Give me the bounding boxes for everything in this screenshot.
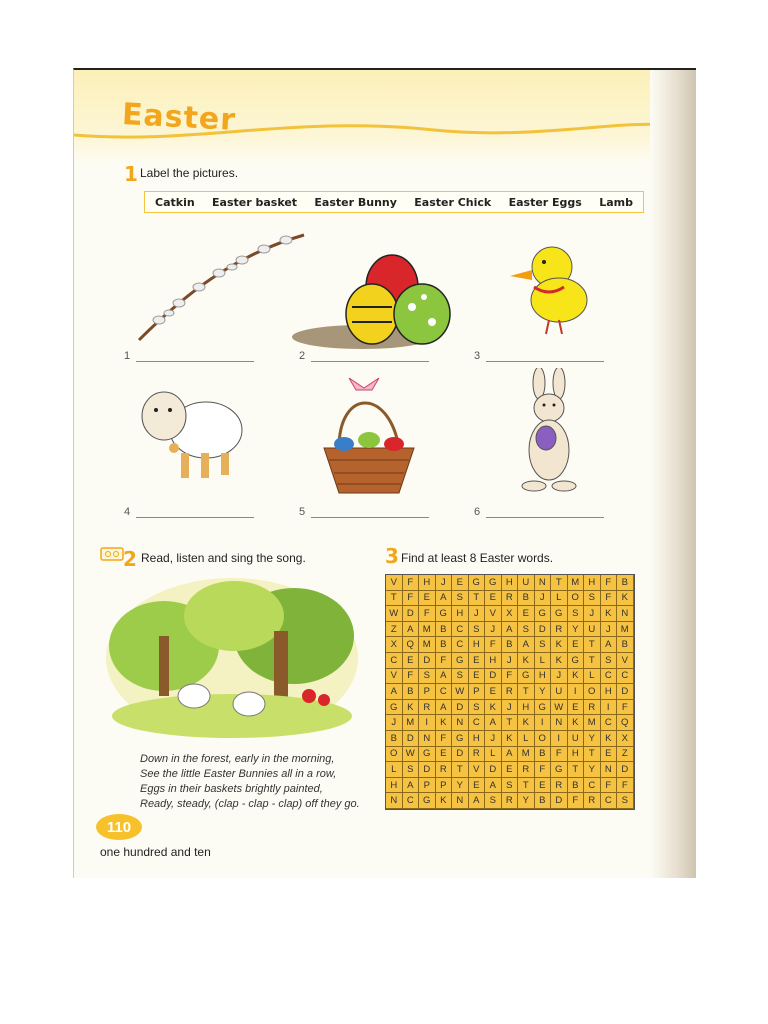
grid-letter[interactable]: N — [551, 715, 568, 731]
bunny-picture — [514, 368, 584, 498]
grid-letter[interactable]: E — [535, 778, 552, 794]
song-lyrics — [140, 752, 360, 812]
grid-letter[interactable]: D — [403, 606, 420, 622]
grid-letter[interactable]: I — [568, 684, 585, 700]
exercise-2-instruction: Read, listen and sing the song. — [141, 551, 306, 565]
song-line: Eggs in their baskets brightly painted, — [140, 783, 323, 795]
blank-number: 4 — [124, 506, 131, 518]
grid-letter[interactable]: H — [469, 731, 486, 747]
blank-4[interactable] — [124, 506, 254, 518]
grid-letter[interactable]: M — [568, 575, 585, 591]
grid-letter[interactable]: S — [419, 669, 436, 685]
grid-letter[interactable]: P — [436, 778, 453, 794]
grid-letter[interactable]: S — [617, 793, 634, 809]
basket-picture — [314, 368, 424, 503]
grid-letter[interactable]: G — [551, 606, 568, 622]
grid-letter[interactable]: G — [436, 606, 453, 622]
grid-letter[interactable]: M — [403, 715, 420, 731]
grid-letter[interactable]: E — [436, 747, 453, 763]
grid-letter[interactable]: A — [403, 622, 420, 638]
grid-letter[interactable]: C — [601, 669, 618, 685]
grid-letter[interactable]: K — [436, 715, 453, 731]
grid-letter[interactable]: J — [601, 622, 618, 638]
grid-letter[interactable]: N — [617, 606, 634, 622]
word-box — [144, 191, 644, 213]
grid-letter[interactable]: B — [617, 637, 634, 653]
grid-letter[interactable]: Q — [403, 637, 420, 653]
grid-letter[interactable]: D — [452, 700, 469, 716]
grid-letter[interactable]: K — [403, 700, 420, 716]
grid-letter[interactable]: D — [551, 793, 568, 809]
word-box-item: Easter basket — [212, 195, 298, 209]
grid-letter[interactable]: H — [386, 778, 403, 794]
grid-letter[interactable]: M — [584, 715, 601, 731]
grid-letter[interactable]: Y — [568, 622, 585, 638]
grid-letter[interactable]: G — [419, 747, 436, 763]
grid-letter[interactable]: S — [469, 622, 486, 638]
grid-letter[interactable]: E — [403, 653, 420, 669]
grid-letter[interactable]: K — [568, 715, 585, 731]
grid-letter[interactable]: K — [485, 700, 502, 716]
easter-eggs-picture — [292, 252, 452, 352]
grid-letter[interactable]: X — [502, 606, 519, 622]
grid-letter[interactable]: K — [551, 653, 568, 669]
grid-letter[interactable]: T — [502, 715, 519, 731]
grid-letter[interactable]: K — [518, 715, 535, 731]
grid-letter[interactable]: B — [535, 793, 552, 809]
grid-letter[interactable]: S — [403, 762, 420, 778]
blank-1[interactable] — [124, 350, 254, 362]
grid-letter[interactable]: G — [535, 606, 552, 622]
grid-letter[interactable]: J — [535, 591, 552, 607]
grid-letter[interactable]: B — [386, 731, 403, 747]
grid-letter[interactable]: H — [601, 684, 618, 700]
grid-letter[interactable]: A — [436, 591, 453, 607]
grid-letter[interactable]: A — [386, 684, 403, 700]
grid-letter[interactable]: F — [601, 591, 618, 607]
grid-letter[interactable]: F — [436, 653, 453, 669]
textbook-page — [73, 68, 696, 878]
grid-letter[interactable]: A — [485, 715, 502, 731]
grid-letter[interactable]: N — [452, 793, 469, 809]
chick-picture — [504, 242, 604, 342]
word-box-item: Catkin — [155, 195, 195, 209]
grid-letter[interactable]: L — [518, 731, 535, 747]
grid-letter[interactable]: J — [485, 731, 502, 747]
grid-letter[interactable]: C — [403, 793, 420, 809]
grid-letter[interactable]: M — [419, 637, 436, 653]
grid-letter[interactable]: I — [419, 715, 436, 731]
grid-letter[interactable]: D — [452, 747, 469, 763]
grid-letter[interactable]: H — [419, 575, 436, 591]
grid-letter[interactable]: H — [485, 653, 502, 669]
exercise-1-instruction: Label the pictures. — [140, 166, 239, 180]
grid-letter[interactable]: G — [518, 669, 535, 685]
word-search-grid[interactable] — [385, 574, 635, 810]
grid-letter[interactable]: S — [502, 778, 519, 794]
blank-2[interactable] — [299, 350, 429, 362]
grid-letter[interactable]: V — [617, 653, 634, 669]
exercise-3-instruction: Find at least 8 Easter words. — [401, 551, 554, 565]
page-fold — [650, 70, 696, 878]
exercise-1-number: 1 — [124, 162, 138, 186]
grid-letter[interactable]: B — [617, 575, 634, 591]
grid-letter[interactable]: C — [452, 622, 469, 638]
grid-letter[interactable]: O — [386, 747, 403, 763]
grid-letter[interactable]: B — [535, 747, 552, 763]
grid-letter[interactable]: G — [452, 731, 469, 747]
grid-letter[interactable]: R — [551, 778, 568, 794]
catkin-picture — [134, 225, 309, 345]
grid-letter[interactable]: A — [601, 637, 618, 653]
grid-letter[interactable]: X — [617, 731, 634, 747]
exercise-2-number: 2 — [123, 547, 137, 571]
grid-letter[interactable]: S — [535, 637, 552, 653]
grid-letter[interactable]: C — [436, 684, 453, 700]
grid-letter[interactable]: E — [502, 762, 519, 778]
grid-letter[interactable]: K — [436, 793, 453, 809]
word-box-item: Lamb — [599, 195, 633, 209]
grid-letter[interactable]: V — [386, 669, 403, 685]
grid-letter[interactable]: C — [386, 653, 403, 669]
grid-letter[interactable]: S — [601, 653, 618, 669]
grid-letter[interactable]: L — [584, 669, 601, 685]
grid-letter[interactable]: B — [502, 637, 519, 653]
grid-letter[interactable]: E — [469, 778, 486, 794]
grid-letter[interactable]: D — [419, 762, 436, 778]
page-number-words: one hundred and ten — [100, 845, 211, 859]
grid-letter[interactable]: T — [584, 653, 601, 669]
grid-letter[interactable]: D — [535, 622, 552, 638]
grid-letter[interactable]: A — [518, 637, 535, 653]
grid-letter[interactable]: V — [485, 606, 502, 622]
grid-letter[interactable]: U — [584, 622, 601, 638]
grid-letter[interactable]: F — [617, 700, 634, 716]
grid-letter[interactable]: R — [551, 622, 568, 638]
grid-letter[interactable]: F — [535, 762, 552, 778]
grid-letter[interactable]: A — [502, 747, 519, 763]
grid-letter[interactable]: R — [518, 762, 535, 778]
grid-letter[interactable]: F — [436, 731, 453, 747]
page-number-badge: 110 — [96, 814, 142, 840]
blank-number: 1 — [124, 350, 131, 362]
song-line: Down in the forest, early in the morning, — [140, 753, 335, 765]
grid-letter[interactable]: R — [419, 700, 436, 716]
grid-letter[interactable]: O — [568, 591, 585, 607]
grid-letter[interactable]: K — [518, 653, 535, 669]
grid-letter[interactable]: R — [469, 747, 486, 763]
grid-letter[interactable]: H — [502, 575, 519, 591]
blank-number: 2 — [299, 350, 306, 362]
grid-letter[interactable]: F — [568, 793, 585, 809]
exercise-3-number: 3 — [385, 544, 399, 568]
grid-letter[interactable]: C — [601, 793, 618, 809]
grid-letter[interactable]: G — [452, 653, 469, 669]
lamb-picture — [136, 378, 246, 488]
grid-letter[interactable]: R — [502, 793, 519, 809]
grid-letter[interactable]: F — [419, 606, 436, 622]
grid-letter[interactable]: M — [518, 747, 535, 763]
grid-letter[interactable]: O — [535, 731, 552, 747]
grid-letter[interactable]: R — [584, 700, 601, 716]
grid-letter[interactable]: B — [436, 622, 453, 638]
grid-letter[interactable]: S — [485, 793, 502, 809]
grid-letter[interactable]: T — [452, 762, 469, 778]
grid-letter[interactable]: A — [436, 669, 453, 685]
grid-letter[interactable]: S — [518, 622, 535, 638]
grid-letter[interactable]: S — [469, 700, 486, 716]
grid-letter[interactable]: P — [469, 684, 486, 700]
grid-letter[interactable]: I — [535, 715, 552, 731]
grid-letter[interactable]: G — [535, 700, 552, 716]
grid-letter[interactable]: A — [436, 700, 453, 716]
grid-letter[interactable]: F — [403, 591, 420, 607]
blank-5[interactable] — [299, 506, 429, 518]
grid-letter[interactable]: R — [436, 762, 453, 778]
blank-number: 6 — [474, 506, 481, 518]
grid-letter[interactable]: I — [601, 700, 618, 716]
grid-letter[interactable]: V — [386, 575, 403, 591]
grid-letter[interactable]: P — [419, 778, 436, 794]
grid-letter[interactable]: S — [452, 591, 469, 607]
grid-letter[interactable]: H — [535, 669, 552, 685]
grid-letter[interactable]: H — [568, 747, 585, 763]
grid-letter[interactable]: N — [452, 715, 469, 731]
grid-letter[interactable]: H — [452, 606, 469, 622]
grid-letter[interactable]: E — [485, 591, 502, 607]
grid-letter[interactable]: C — [617, 669, 634, 685]
grid-letter[interactable]: I — [551, 731, 568, 747]
grid-letter[interactable]: Y — [452, 778, 469, 794]
grid-letter[interactable]: Z — [617, 747, 634, 763]
grid-letter[interactable]: G — [469, 575, 486, 591]
grid-letter[interactable]: A — [502, 622, 519, 638]
grid-letter[interactable]: J — [436, 575, 453, 591]
grid-letter[interactable]: H — [469, 637, 486, 653]
grid-letter[interactable]: F — [403, 575, 420, 591]
grid-letter[interactable]: K — [601, 731, 618, 747]
grid-letter[interactable]: L — [551, 591, 568, 607]
grid-letter[interactable]: J — [551, 669, 568, 685]
grid-letter[interactable]: K — [568, 669, 585, 685]
grid-letter[interactable]: O — [584, 684, 601, 700]
grid-letter[interactable]: E — [469, 653, 486, 669]
grid-letter[interactable]: G — [568, 653, 585, 669]
grid-letter[interactable]: A — [403, 778, 420, 794]
grid-letter[interactable]: D — [485, 669, 502, 685]
grid-letter[interactable]: F — [551, 747, 568, 763]
grid-letter[interactable]: D — [419, 653, 436, 669]
grid-letter[interactable]: Z — [386, 622, 403, 638]
grid-letter[interactable]: S — [584, 591, 601, 607]
grid-letter[interactable]: E — [485, 684, 502, 700]
grid-letter[interactable]: A — [485, 778, 502, 794]
grid-letter[interactable]: K — [617, 591, 634, 607]
grid-letter[interactable]: X — [386, 637, 403, 653]
grid-letter[interactable]: Y — [584, 762, 601, 778]
grid-letter[interactable]: D — [617, 684, 634, 700]
grid-letter[interactable]: F — [617, 778, 634, 794]
grid-letter[interactable]: C — [452, 637, 469, 653]
grid-letter[interactable]: G — [419, 793, 436, 809]
grid-letter[interactable]: E — [601, 747, 618, 763]
song-line: See the little Easter Bunnies all in a row, — [140, 768, 337, 780]
blank-3[interactable] — [474, 350, 604, 362]
grid-letter[interactable]: T — [386, 591, 403, 607]
word-box-item: Easter Eggs — [508, 195, 582, 209]
grid-letter[interactable]: J — [584, 606, 601, 622]
word-box-item: Easter Chick — [414, 195, 492, 209]
song-line: Ready, steady, (clap - clap - clap) off they go. — [140, 798, 360, 810]
grid-letter[interactable]: K — [551, 637, 568, 653]
grid-letter[interactable]: M — [419, 622, 436, 638]
grid-letter[interactable]: E — [469, 669, 486, 685]
page-title: Easter — [121, 97, 237, 138]
grid-letter[interactable]: D — [617, 762, 634, 778]
grid-letter[interactable]: B — [568, 778, 585, 794]
grid-letter[interactable]: S — [452, 669, 469, 685]
grid-letter[interactable]: Y — [535, 684, 552, 700]
grid-letter[interactable]: T — [469, 591, 486, 607]
grid-letter[interactable]: T — [584, 637, 601, 653]
grid-letter[interactable]: B — [436, 637, 453, 653]
grid-letter[interactable]: G — [551, 762, 568, 778]
grid-letter[interactable]: T — [518, 778, 535, 794]
grid-letter[interactable]: R — [584, 793, 601, 809]
grid-letter[interactable]: W — [551, 700, 568, 716]
grid-letter[interactable]: G — [386, 700, 403, 716]
grid-letter[interactable]: J — [502, 700, 519, 716]
grid-letter[interactable]: K — [601, 606, 618, 622]
grid-letter[interactable]: C — [469, 715, 486, 731]
grid-letter[interactable]: N — [601, 762, 618, 778]
grid-letter[interactable]: J — [485, 622, 502, 638]
grid-letter[interactable]: L — [485, 747, 502, 763]
grid-letter[interactable]: U — [551, 684, 568, 700]
grid-letter[interactable]: V — [469, 762, 486, 778]
grid-letter[interactable]: U — [518, 575, 535, 591]
grid-letter[interactable]: W — [452, 684, 469, 700]
grid-letter[interactable]: G — [485, 575, 502, 591]
cassette-icon — [100, 546, 124, 562]
grid-letter[interactable]: D — [485, 762, 502, 778]
grid-letter[interactable]: D — [403, 731, 420, 747]
grid-letter[interactable]: K — [502, 731, 519, 747]
blank-6[interactable] — [474, 506, 604, 518]
grid-letter[interactable]: E — [518, 606, 535, 622]
blank-number: 5 — [299, 506, 306, 518]
grid-letter[interactable]: W — [403, 747, 420, 763]
grid-letter[interactable]: N — [535, 575, 552, 591]
grid-letter[interactable]: F — [485, 637, 502, 653]
grid-letter[interactable]: H — [584, 575, 601, 591]
grid-letter[interactable]: T — [551, 575, 568, 591]
grid-letter[interactable]: W — [386, 606, 403, 622]
grid-letter[interactable]: F — [601, 575, 618, 591]
grid-letter[interactable]: R — [502, 591, 519, 607]
grid-letter[interactable]: A — [469, 793, 486, 809]
forest-illustration — [104, 576, 359, 741]
blank-number: 3 — [474, 350, 481, 362]
grid-letter[interactable]: J — [502, 653, 519, 669]
grid-letter[interactable]: J — [469, 606, 486, 622]
grid-letter[interactable]: B — [518, 591, 535, 607]
grid-letter[interactable]: L — [386, 762, 403, 778]
grid-letter[interactable]: Q — [617, 715, 634, 731]
grid-letter[interactable]: Y — [584, 731, 601, 747]
grid-letter[interactable]: T — [518, 684, 535, 700]
grid-letter[interactable]: C — [584, 778, 601, 794]
grid-letter[interactable]: H — [518, 700, 535, 716]
grid-letter[interactable]: B — [403, 684, 420, 700]
grid-letter[interactable]: E — [452, 575, 469, 591]
word-box-item: Easter Bunny — [314, 195, 397, 209]
grid-letter[interactable]: U — [568, 731, 585, 747]
grid-letter[interactable]: C — [601, 715, 618, 731]
grid-letter[interactable]: E — [419, 591, 436, 607]
grid-letter[interactable]: S — [568, 606, 585, 622]
grid-letter[interactable]: E — [568, 637, 585, 653]
grid-letter[interactable]: F — [601, 778, 618, 794]
grid-letter[interactable]: N — [419, 731, 436, 747]
grid-letter[interactable]: T — [584, 747, 601, 763]
grid-letter[interactable]: N — [386, 793, 403, 809]
grid-letter[interactable]: F — [403, 669, 420, 685]
grid-letter[interactable]: M — [617, 622, 634, 638]
grid-letter[interactable]: Y — [518, 793, 535, 809]
grid-letter[interactable]: E — [568, 700, 585, 716]
grid-letter[interactable]: P — [419, 684, 436, 700]
grid-letter[interactable]: J — [386, 715, 403, 731]
grid-letter[interactable]: L — [535, 653, 552, 669]
grid-letter[interactable]: F — [502, 669, 519, 685]
grid-letter[interactable]: R — [502, 684, 519, 700]
grid-letter[interactable]: T — [568, 762, 585, 778]
